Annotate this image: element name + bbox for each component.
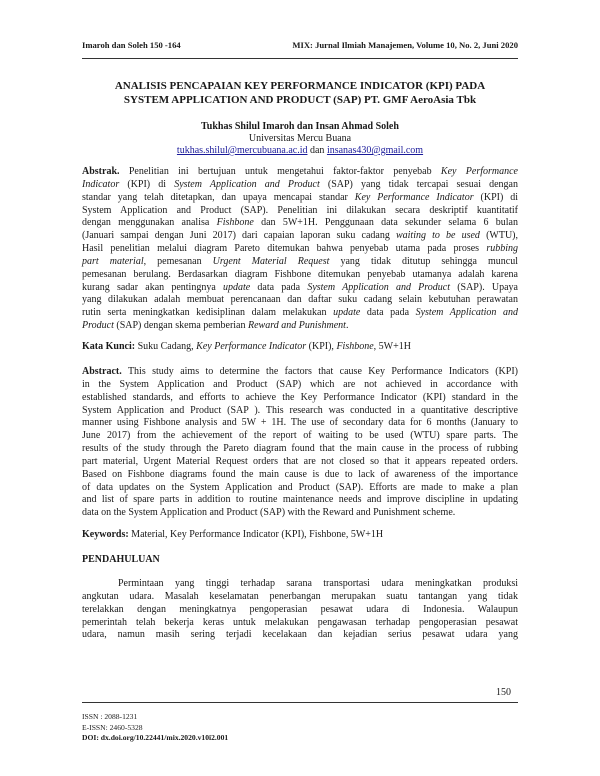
abstrak-paragraph bbox=[82, 166, 518, 333]
text-line: dengan menggunakan analisa Fishbone dan 5W+1H. Penggunaan data sekunder selama 6 bulan bbox=[82, 217, 518, 229]
text-line: Permintaan yang tinggi terhadap sarana transportasi udara meningkatkan produksi bbox=[118, 578, 518, 589]
text-line: Abstract. This study aims to determine the factors that cause Key Performance Indicators (KPI) bbox=[82, 366, 518, 377]
text-line: Hasil penelitian melalui diagram Pareto ditemukan bahwa penyebab utama pada proses rubbing bbox=[82, 243, 518, 255]
abstract-label: Abstract. bbox=[82, 366, 122, 377]
text-line: kurang sadar akan pentingnya update data pada System Application and Product (SAP). Upaya bbox=[82, 281, 518, 293]
keywords-label: Keywords: bbox=[82, 529, 129, 540]
text-line: System Application and Product (SAP ). This research was conducted in a quantitative descriptive bbox=[82, 404, 518, 416]
author-names: Tukhas Shilul Imaroh dan Insan Ahmad Soleh bbox=[201, 121, 399, 132]
text-line: standar yang telah ditetapkan, dan upaya mencapai standar Key Performance Indicator (KPI) di bbox=[82, 191, 518, 203]
text-line: pemesanan berulang. Berdasarkan diagram Fishbone ditemukan penyebab utamanya adalah karena bbox=[82, 268, 518, 280]
text-line: yang dilakukan adalah membuat perencanaan dan daftar suku cadang selain kebutuhan perawatan bbox=[82, 294, 518, 306]
text-line: Indicator (KPI) di System Application and Product (SAP) yang tidak tercapai sesuai dengan bbox=[82, 178, 518, 190]
email-link-1[interactable]: tukhas.shilul@mercubuana.ac.id bbox=[176, 145, 308, 156]
title-line: SYSTEM APPLICATION AND PRODUCT (SAP) PT. GMF AeroAsia Tbk bbox=[123, 93, 477, 106]
header-authors: Imaroh dan Soleh 150 -164 bbox=[82, 40, 181, 50]
kata-kunci: Kata Kunci: Suku Cadang, Key Performance Indicator (KPI), Fishbone, 5W+1H bbox=[82, 341, 411, 352]
footer-divider bbox=[82, 702, 518, 703]
header-divider bbox=[82, 58, 518, 59]
title-line: ANALISIS PENCAPAIAN KEY PERFORMANCE INDICATOR (KPI) PADA bbox=[114, 80, 486, 92]
text-line: rutin serta meningkatkan kedisiplinan dalam melakukan update data pada System Application and bbox=[82, 307, 519, 319]
e-issn: E-ISSN: 2460-5328 bbox=[82, 722, 143, 732]
header-journal: MIX: Jurnal Ilmiah Manajemen, Volume 10, No. 2, Juni 2020 bbox=[292, 40, 518, 50]
doi: DOI: dx.doi.org/10.22441/mix.2020.v10i2.001 bbox=[82, 733, 229, 742]
footer bbox=[82, 712, 228, 744]
abstract-paragraph bbox=[82, 366, 518, 520]
keywords: Keywords: Material, Key Performance Indicator (KPI), Fishbone, 5W+1H bbox=[82, 529, 384, 540]
issn: ISSN : 2088-1231 bbox=[82, 712, 138, 721]
text-line: results of the study through the Pareto diagram found that the main cause in the process of rubbing bbox=[82, 443, 518, 455]
email-connector: dan bbox=[309, 145, 325, 156]
text-line: part material, pemesanan Urgent Material Request yang tidak ditutup sehingga muncul bbox=[82, 255, 519, 267]
section-heading: PENDAHULUAN bbox=[82, 554, 160, 565]
text-line: established standards, and efforts to achieve the Key Performance Indicator (KPI) standard in the bbox=[82, 391, 518, 403]
text-line: Based on Fishbone diagrams found the main cause is due to lack of awareness of the importance bbox=[82, 468, 518, 480]
kata-kunci-label: Kata Kunci: bbox=[82, 341, 136, 352]
text-line: System Application and Product (SAP). Penelitian ini dilakukan secara deskriptif kuantitatif bbox=[82, 204, 518, 216]
page-number: 150 bbox=[496, 687, 511, 698]
running-header bbox=[82, 40, 518, 50]
email-link-2[interactable]: insanas430@gmail.com bbox=[326, 145, 424, 156]
text-line: of data updates on the System Application and Product (SAP). Efforts are made to make a plan bbox=[82, 481, 518, 493]
text-line: manner using Fishbone analysis and 5W + 1H. The use of secondary data for 6 months (January to bbox=[82, 417, 518, 429]
text-line: data on the System Application and Product (SAP) with the Reward and Punishment scheme. bbox=[82, 507, 456, 519]
author-emails bbox=[82, 145, 518, 156]
text-line: and list of spare parts in addition to routine maintenance needs and improve discipline in updating bbox=[82, 494, 518, 506]
text-line: udara, namun masih sering terjadi kecelakaan dan kejadian serius pesawat udara yang bbox=[82, 629, 518, 641]
text-line: terelakkan dengan meningkatnya pengoperasian pesawat udara di Indonesia. Walaupun bbox=[82, 603, 518, 615]
text-line: pemerintah telah bekerja keras untuk melakukan pengawasan terhadap pengoperasian pesawat bbox=[82, 616, 518, 628]
text-line: angkutan udara. Masalah keselamatan penerbangan merupakan suatu tantangan yang tidak bbox=[82, 590, 518, 602]
affiliation: Universitas Mercu Buana bbox=[248, 133, 352, 144]
text-line: Abstrak. Penelitian ini bertujuan untuk mengetahui faktor-faktor penyebab Key Performance bbox=[82, 166, 518, 177]
intro-paragraph bbox=[82, 578, 518, 642]
text-line: part material, Urgent Material Request orders that are not closed so that it appears repeated orders. bbox=[82, 455, 518, 467]
text-line: (Januari sampai dengan Juni 2017) dari capaian laporan suku cadang waiting to be used (WTU), bbox=[82, 230, 518, 242]
text-line: in the System Application and Product (SAP) which are not achieved in accordance with bbox=[82, 378, 518, 390]
paper-title bbox=[82, 80, 518, 107]
abstrak-label: Abstrak. bbox=[82, 166, 120, 177]
text-line: June 2017) from the achievement of the report of waiting to be used (WTU) spare parts. The bbox=[82, 430, 518, 442]
text-line: Product (SAP) dengan skema pemberian Reward and Punishment. bbox=[82, 320, 349, 332]
